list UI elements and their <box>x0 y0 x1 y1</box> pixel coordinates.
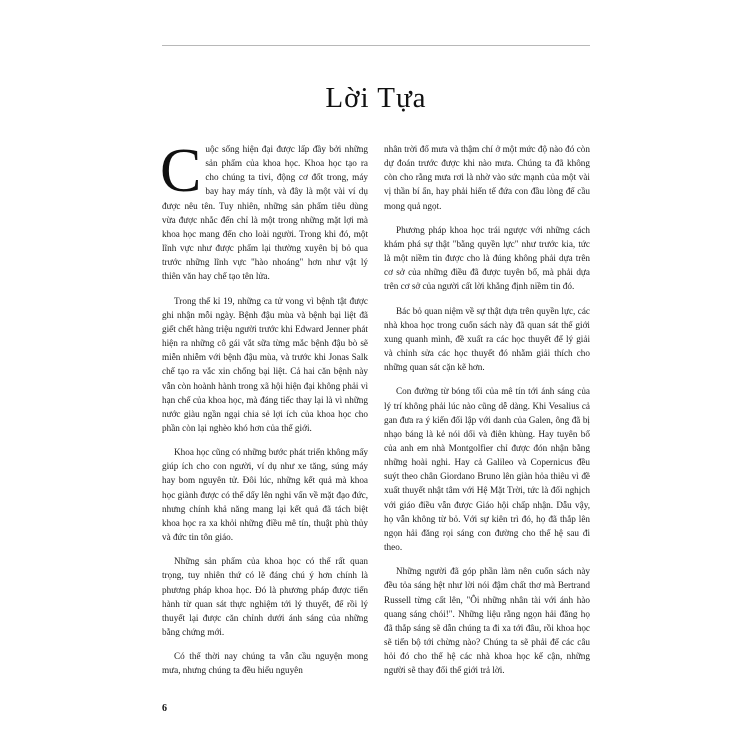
paragraph: Trong thế kỉ 19, những ca tử vong vì bệnh tật được ghi nhận mỗi ngày. Bệnh đậu mùa và bệnh bại liệt đã giết chết hàng triệu người trước khi Edward Jenner phát hiện ra những cô gái vắt sữa từng mắc bệnh đậu bò sẽ miễn nhiễm với bệnh đậu mùa, và trước khi Jonas Salk chế tạo ra vắc xin chống bại liệt. Cả hai căn bệnh này vẫn còn hoành hành trong xã hội hiện đại không phải vì hạn chế của khoa học, mà đáng tiếc thay lại là vì những nước giàu ngần ngại chia sẻ lợi ích của khoa học cho phần còn lại nghèo khó hơn của thế giới. <box>162 295 368 433</box>
paragraph: Phương pháp khoa học trái ngược với những cách khám phá sự thật "bằng quyền lực" như trước kia, tức là một niềm tin được cho là đúng không phải dựa trên cơ sở của những điều đã được tuyên bố, mà phải dựa trên cơ sở của người cất lời khẳng định niềm tin đó. <box>384 224 590 292</box>
top-rule <box>162 45 590 46</box>
paragraph: Con đường từ bóng tối của mê tín tới ánh sáng của lý trí không phải lúc nào cũng dễ dàng. Khi Vesalius cả gan đưa ra ý kiến đối lập với danh của Galen, ông đã bị nhạo báng là kẻ nói dối và điên khùng. Hay tuyên bố của anh em nhà Montgolfier chỉ được đón nhận bằng những hoài nghi. Hay cả Galileo và Copernicus đều suýt theo chân Giordano Bruno lên giàn hỏa thiêu vì đề xuất thuyết nhật tâm với Hệ Mặt Trời, tức là đối nghịch với giáo điều vẫn được Giáo hội chấp nhận. Dẫu vậy, họ vẫn không từ bỏ. Với sự kiên trì đó, họ đã thắp lên ngọn hải đăng rọi sáng con đường cho thế hệ sau đi theo. <box>384 386 590 553</box>
paragraph: Bác bỏ quan niệm về sự thật dựa trên quyền lực, các nhà khoa học trong cuốn sách này đã quan sát thế giới xung quanh mình, đề xuất ra các học thuyết để lý giải và chỉnh sửa các học thuyết đó nhằm giải thích cho những quan sát cặn kẽ hơn. <box>384 305 590 373</box>
first-paragraph-text: uộc sống hiện đại được lấp đầy bởi những sản phẩm của khoa học. Khoa học tạo ra cho chúng ta tivi, động cơ đốt trong, máy bay hay máy tính, và đây là một vài ví dụ được nêu tên. Tuy nhiên, những sản phẩm tiêu dùng vừa được nhắc đến chỉ là một trong những mặt lợi mà khoa học mang đến cho loài người. Trong khi đó, một lĩnh vực như được phẩm lại thường xuyên bị bỏ qua trước những lĩnh vực "hào nhoáng" hơn như vật lý thiên văn hay chế tạo tên lửa. <box>162 144 368 282</box>
drop-cap: C <box>160 137 202 205</box>
page-number: 6 <box>162 703 167 714</box>
left-column <box>160 137 368 687</box>
first-paragraph <box>160 137 368 284</box>
paragraph: Khoa học cũng có những bước phát triển không mấy giúp ích cho con người, ví dụ như xe tăng, súng máy hay bom nguyên tử. Đôi lúc, những kết quả mà khoa học giành được có thể dấy lên nghi vấn về mặt đạo đức, nhưng chính khả năng mang lại kết quả đã tách biệt khoa học ra xa khỏi những điều mê tín, thuật phù thủy và đức tin tôn giáo. <box>162 447 368 543</box>
right-column <box>384 142 590 687</box>
paragraph: Những sản phẩm của khoa học có thể rất quan trọng, tuy nhiên thứ có lẽ đáng chú ý hơn chính là phương pháp khoa học. Đó là phương pháp được tiến hành từ quan sát thực nghiệm tới lý thuyết, để rồi lý thuyết lại được căn chỉnh dưới ánh sáng của những bằng chứng mới. <box>162 556 368 637</box>
paragraph: Có thể thời nay chúng ta vẫn cầu nguyện mong mưa, nhưng chúng ta đều hiểu nguyên <box>162 651 368 676</box>
paragraph: nhân trời đổ mưa và thậm chí ở một mức độ nào đó còn dự đoán trước được khi nào mưa. Chúng ta đã không còn cho rằng mưa rơi là nhờ vào sức mạnh của một vài vị thần bí ẩn, hay phải hiến tế đứa con đầu lòng để cầu mong quả ngọt. <box>384 144 590 211</box>
paragraph: Những người đã góp phần làm nên cuốn sách này đều tỏa sáng hệt như lời nói đậm chất thơ mà Bertrand Russell từng cất lên, "Ôi những nhân tài với ánh hào quang sáng chói!". Những liệu rằng ngọn hải đăng họ đã thắp sáng sẽ dẫn chúng ta đi xa tới đâu, rồi khoa học sẽ tiến bộ tới chừng nào? Chúng ta sẽ phải để các câu hỏi đó cho thế hệ các nhà khoa học kế cận, những người sẽ thay đổi thế giới trả lời. <box>384 566 590 676</box>
page-title: Lời Tựa <box>325 82 427 114</box>
